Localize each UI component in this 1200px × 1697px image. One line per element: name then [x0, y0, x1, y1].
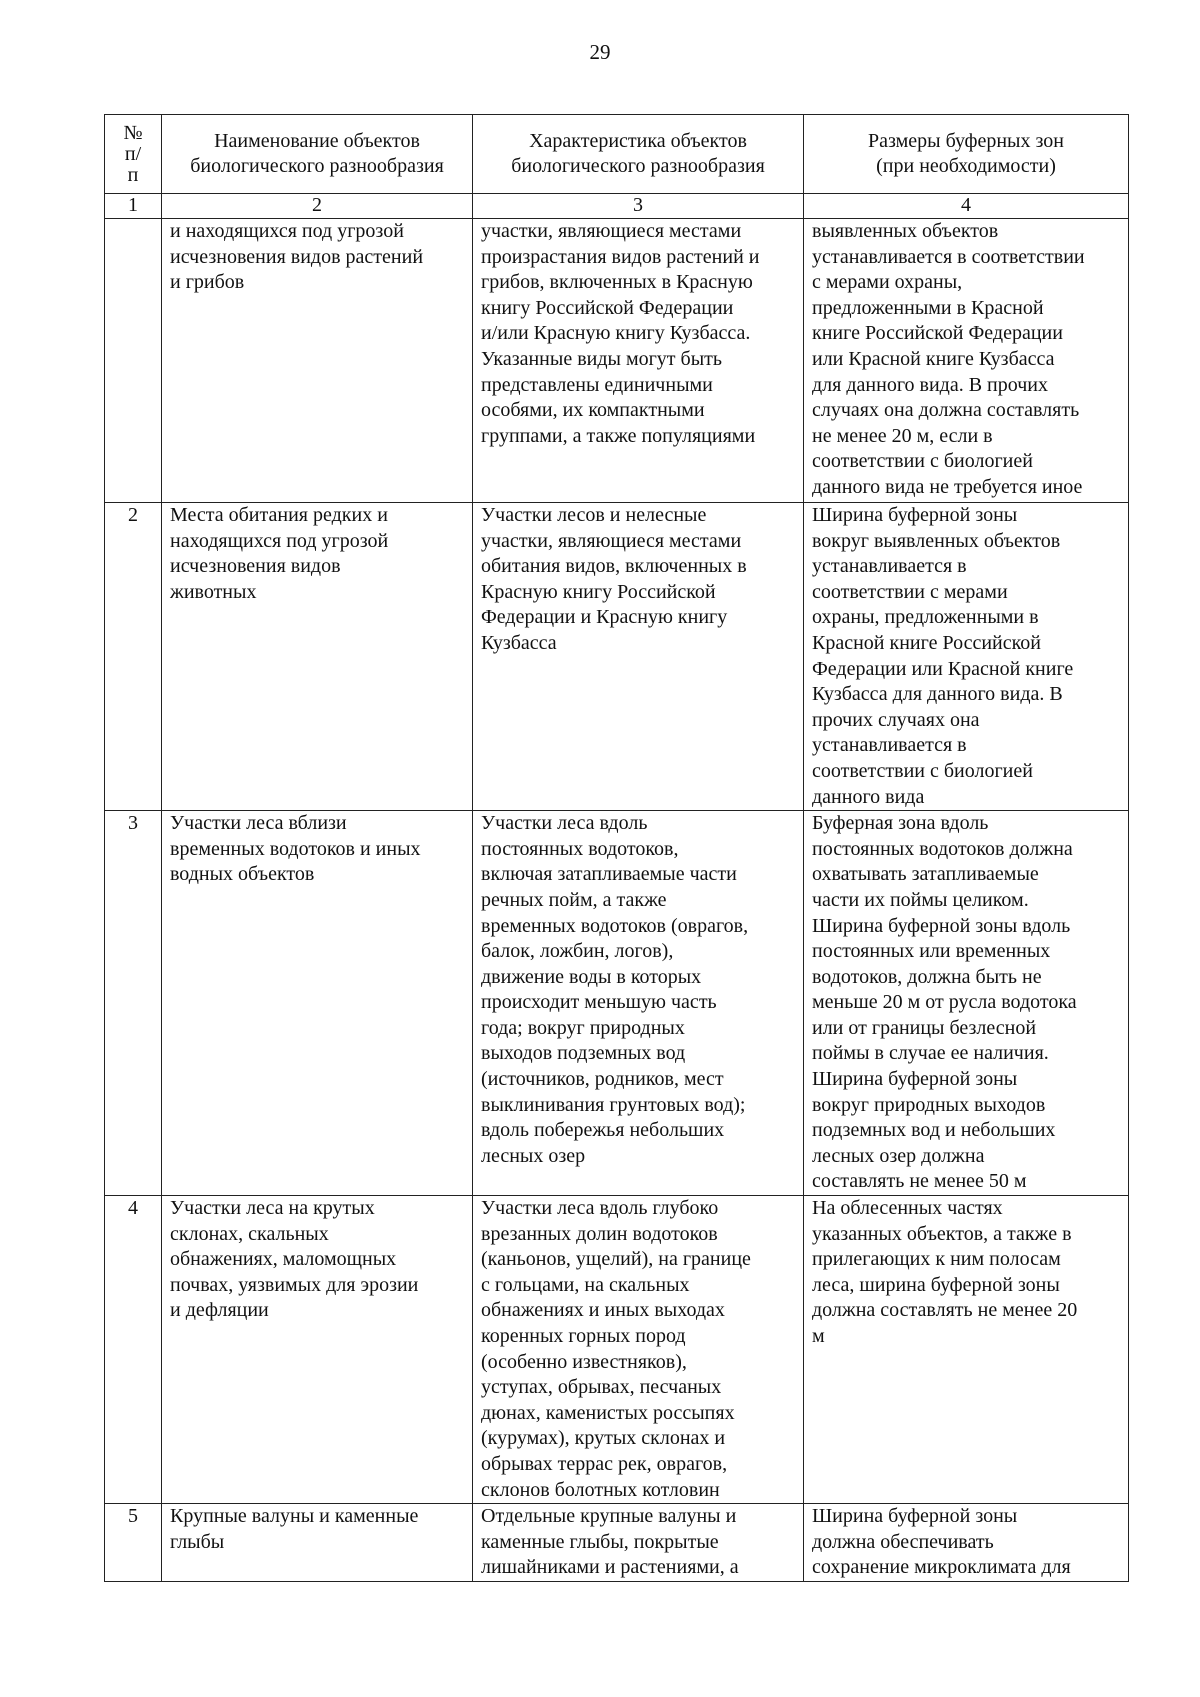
table-row	[105, 219, 1129, 503]
row-buffer-size: выявленных объектов устанавливается в соответствии с мерами охраны, предложенными в Красной книге Российской Федерации или Красной книге Кузбасса для данного вида. В прочих случаях она должна составлять не менее 20 м, если в соответствии с биологией данного вида не требуется иное	[804, 219, 1129, 503]
row-buffer-size: Буферная зона вдоль постоянных водотоков должна охватывать затапливаемые части их поймы целиком. Ширина буферной зоны вдоль постоянных или временных водотоков, должна быть не меньше 20 м от русла водотока или от границы безлесной поймы в случае ее наличия. Ширина буферной зоны вокруг природных выходов подземных вод и небольших лесных озер должна составлять не менее 50 м	[804, 811, 1129, 1196]
row-characteristic: Участки леса вдоль глубоко врезанных долин водотоков (каньонов, ущелий), на границе с гольцами, на скальных обнажениях и иных выходах коренных горных пород (особенно известняков), уступах, обрывах, песчаных дюнах, каменистых россыпях (курумах), крутых склонах и обрывах террас рек, оврагов, склонов болотных котловин	[473, 1196, 804, 1504]
row-number: 4	[105, 1196, 162, 1504]
row-object-name: Участки леса на крутых склонах, скальных обнажениях, маломощных почвах, уязвимых для эрозии и дефляции	[162, 1196, 473, 1504]
buffer-zones-table	[104, 114, 1129, 1582]
column-index: 1	[105, 194, 162, 219]
row-number: 2	[105, 503, 162, 811]
header-buffer-size: Размеры буферных зон (при необходимости)	[804, 115, 1129, 194]
table-row	[105, 503, 1129, 811]
table-row	[105, 1504, 1129, 1582]
row-object-name: Крупные валуны и каменные глыбы	[162, 1504, 473, 1582]
column-index: 4	[804, 194, 1129, 219]
row-object-name: и находящихся под угрозой исчезновения видов растений и грибов	[162, 219, 473, 503]
row-number: 5	[105, 1504, 162, 1582]
page-number: 29	[589, 40, 611, 64]
row-characteristic: Отдельные крупные валуны и каменные глыбы, покрытые лишайниками и растениями, а	[473, 1504, 804, 1582]
row-buffer-size: Ширина буферной зоны вокруг выявленных объектов устанавливается в соответствии с мерами охраны, предложенными в Красной книге Российской Федерации или Красной книге Кузбасса для данного вида. В прочих случаях она устанавливается в соответствии с биологией данного вида	[804, 503, 1129, 811]
header-number: № п/ п	[105, 115, 162, 194]
row-characteristic: Участки леса вдоль постоянных водотоков, включая затапливаемые части речных пойм, а также временных водотоков (оврагов, балок, ложбин, логов), движение воды в которых происходит меньшую часть года; вокруг природных выходов подземных вод (источников, родников, мест выклинивания грунтовых вод); вдоль побережья небольших лесных озер	[473, 811, 804, 1196]
table-row	[105, 1196, 1129, 1504]
row-characteristic: Участки лесов и нелесные участки, являющиеся местами обитания видов, включенных в Красную книгу Российской Федерации и Красную книгу Кузбасса	[473, 503, 804, 811]
row-buffer-size: На облесенных частях указанных объектов, а также в прилегающих к ним полосам леса, ширина буферной зоны должна составлять не менее 20 м	[804, 1196, 1129, 1504]
header-object-name: Наименование объектов биологического разнообразия	[162, 115, 473, 194]
row-object-name: Места обитания редких и находящихся под угрозой исчезновения видов животных	[162, 503, 473, 811]
column-index: 3	[473, 194, 804, 219]
row-object-name: Участки леса вблизи временных водотоков и иных водных объектов	[162, 811, 473, 1196]
table-row	[105, 811, 1129, 1196]
header-object-characteristic: Характеристика объектов биологического разнообразия	[473, 115, 804, 194]
table-header-row	[105, 115, 1129, 194]
row-number	[105, 219, 162, 503]
row-characteristic: участки, являющиеся местами произрастания видов растений и грибов, включенных в Красную книгу Российской Федерации и/или Красную книгу Кузбасса. Указанные виды могут быть представлены единичными особями, их компактными группами, а также популяциями	[473, 219, 804, 503]
row-buffer-size: Ширина буферной зоны должна обеспечивать сохранение микроклимата для	[804, 1504, 1129, 1582]
column-index-row	[105, 194, 1129, 219]
row-number: 3	[105, 811, 162, 1196]
column-index: 2	[162, 194, 473, 219]
